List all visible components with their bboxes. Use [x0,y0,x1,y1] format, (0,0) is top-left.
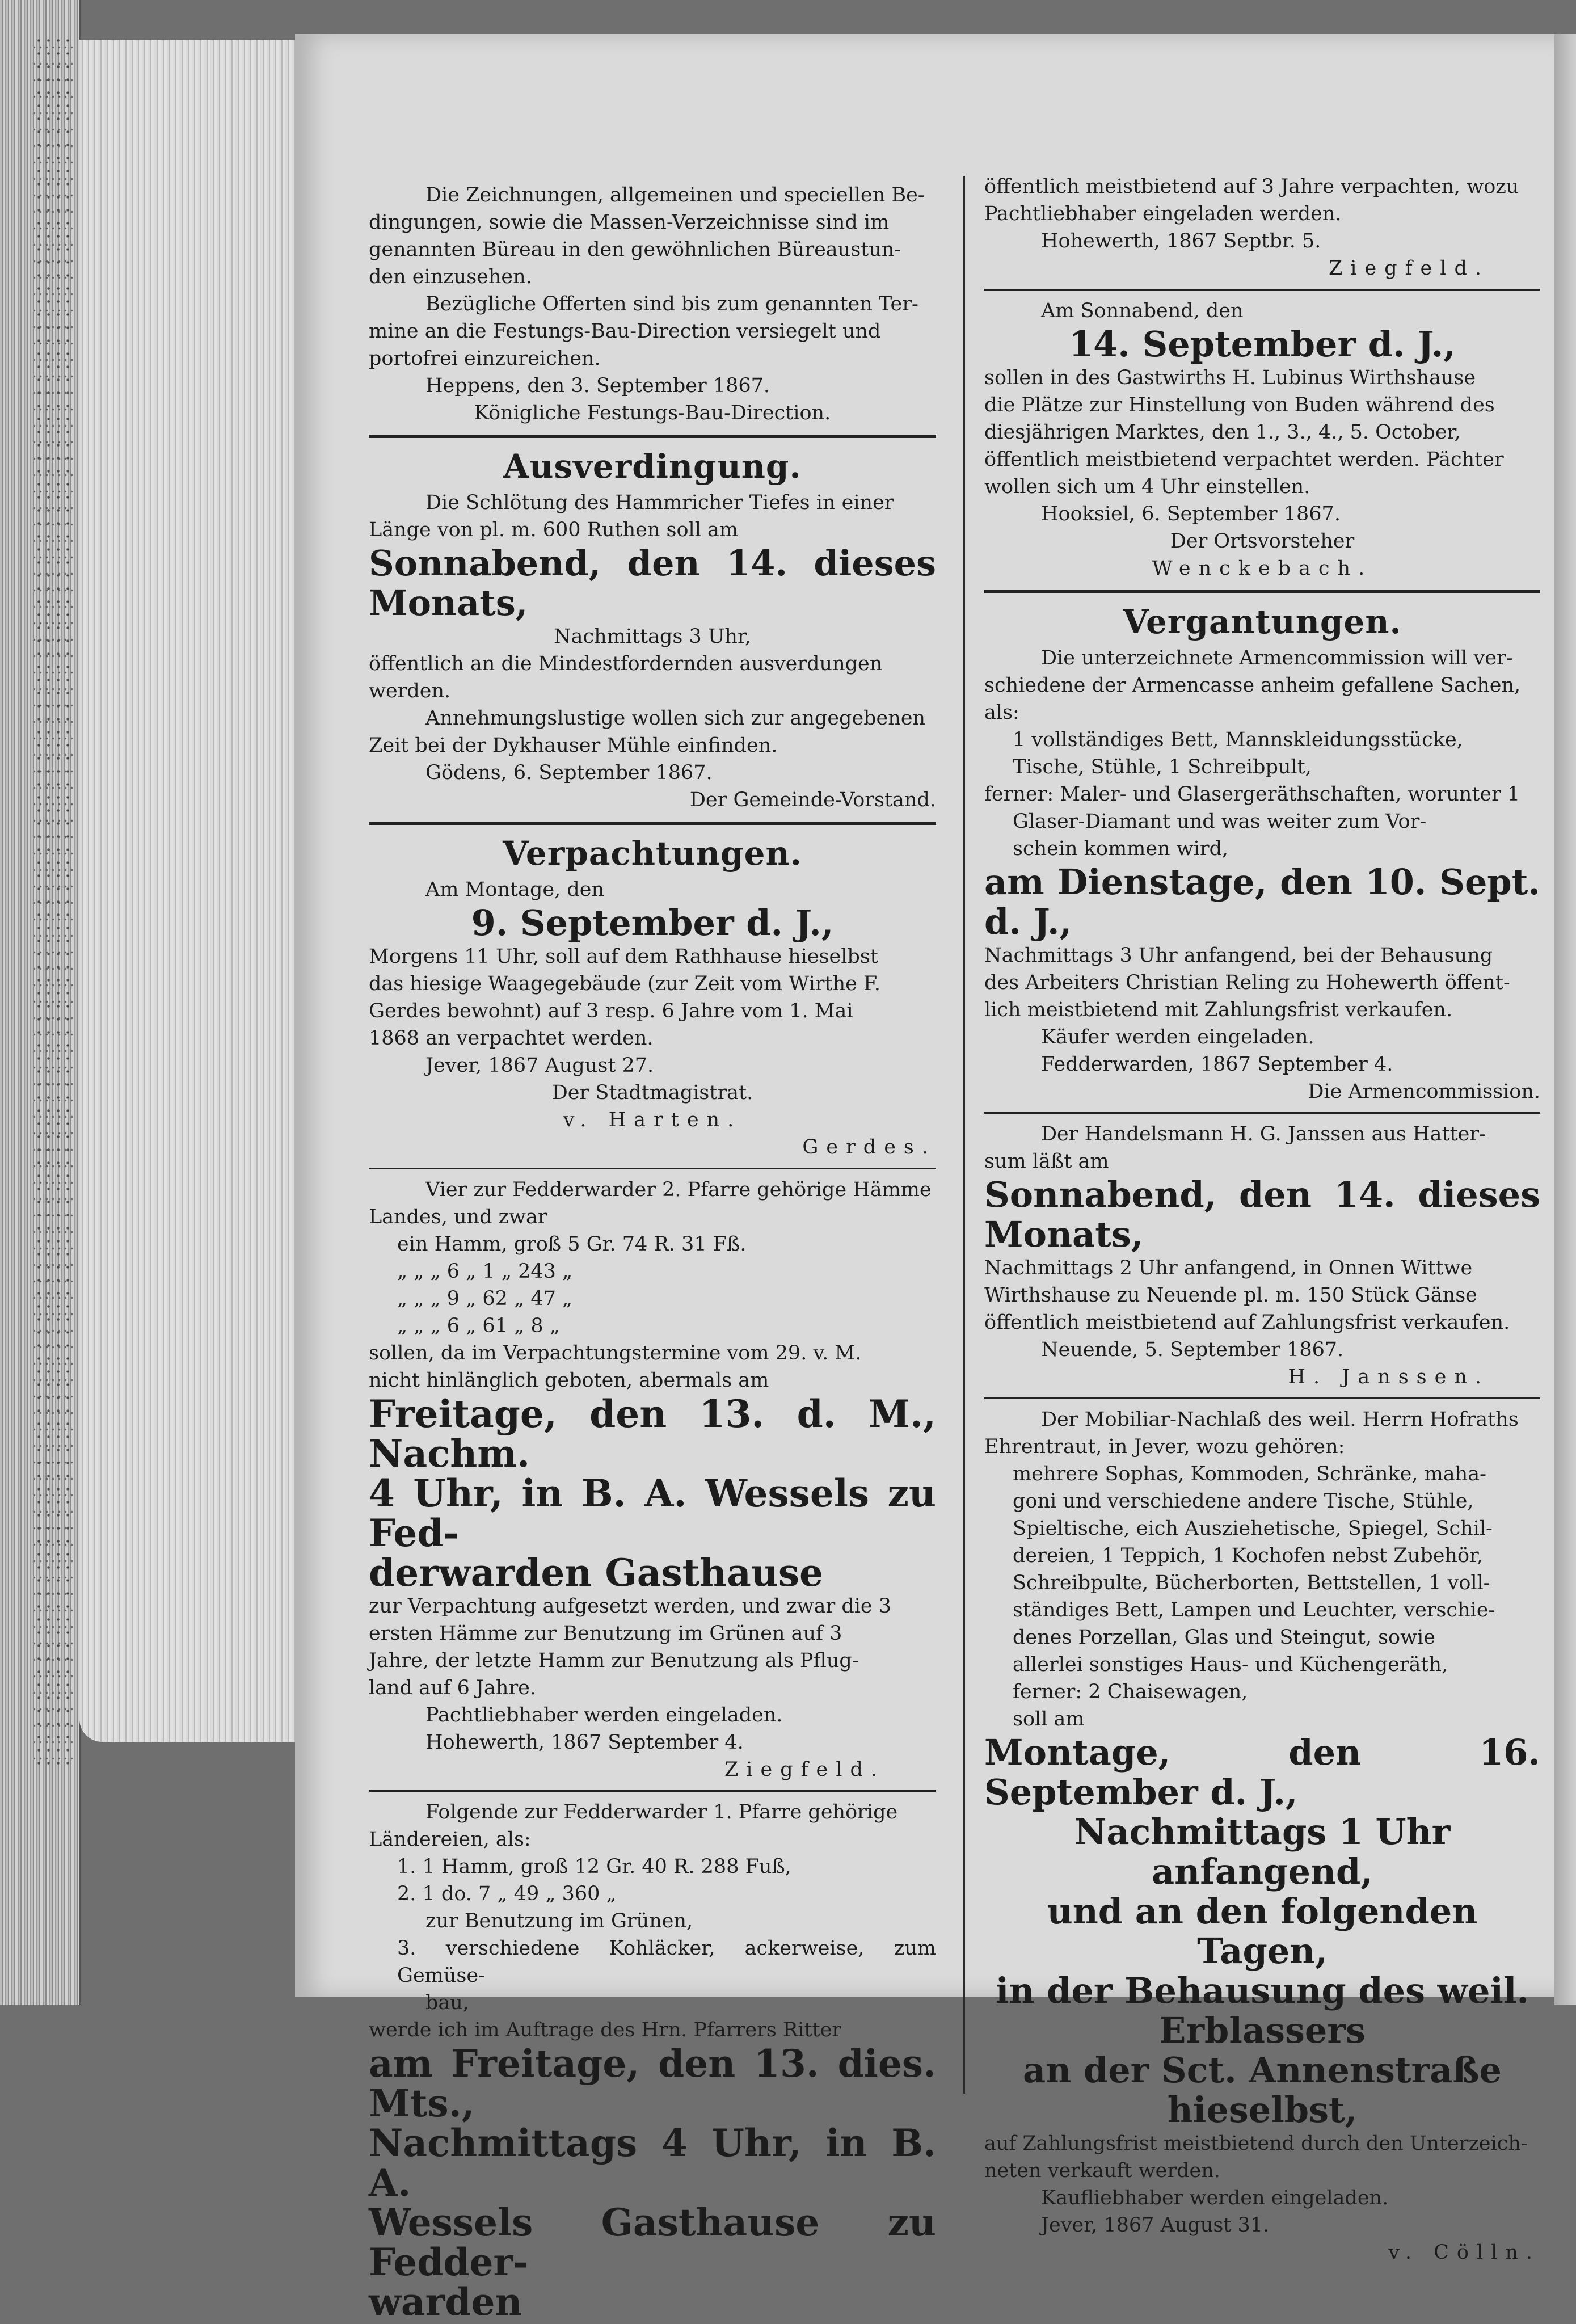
text-line: genannten Büreau in den gewöhnlichen Büreaustun- [369,238,901,261]
place-date: Fedderwarden, 1867 September 4. [1041,1053,1393,1076]
date-headline: warden [369,2280,522,2324]
text-line: öffentlich an die Mindestfordernden ausverdungen [369,652,883,675]
text-line: dingungen, sowie die Massen-Verzeichnisse sind im [369,211,890,234]
text-line: Die unterzeichnete Armencommission will ver- [1041,647,1513,670]
section-rule [369,1168,936,1169]
notice-vergantungen [984,601,1540,1105]
text-line: Ländereien, als: [369,1828,531,1851]
list-item: Tische, Stühle, 1 Schreibpult, [1013,756,1312,778]
text-line: Die Schlötung des Hammricher Tiefes in einer [425,491,894,514]
section-heading: Verpachtungen. [503,834,802,873]
text-line: öffentlich meistbietend auf Zahlungsfrist verkaufen. [984,1311,1510,1334]
signature: Gerdes. [802,1136,936,1159]
notice-gaense [984,1121,1540,1391]
text-line: Wirthshause zu Neuende pl. m. 150 Stück Gänse [984,1284,1477,1307]
notice-verpachtungen [369,833,936,1161]
text-line: diesjährigen Marktes, den 1., 3., 4., 5. October, [984,421,1461,444]
text-line: den einzusehen. [369,266,532,288]
list-item: mehrere Sophas, Kommoden, Schränke, maha- [1013,1463,1486,1485]
text-line: Landes, und zwar [369,1206,547,1228]
signature: v. Harten. [563,1109,742,1131]
list-item: dereien, 1 Teppich, 1 Kochofen nebst Zubehör, [1013,1544,1484,1567]
section-rule [984,1112,1540,1114]
notice-markt-buden [984,297,1540,582]
text-line: lich meistbietend mit Zahlungsfrist verkaufen. [984,999,1453,1021]
list-item: ferner: Maler- und Glasergeräthschaften, worunter 1 [984,783,1520,806]
text-line: als: [984,701,1019,724]
text-line: Ehrentraut, in Jever, wozu gehören: [984,1435,1345,1458]
text-line: zur Verpachtung aufgesetzt werden, und zwar die 3 [369,1595,892,1618]
place-date: Neuende, 5. September 1867. [1041,1338,1344,1361]
text-line: nicht hinlänglich geboten, abermals am [369,1369,769,1392]
text-line: ersten Hämme zur Benutzung im Grünen auf 3 [369,1622,842,1645]
list-item: „ „ „ 6 „ 1 „ 243 „ [397,1260,573,1283]
section-rule [984,590,1540,593]
text-line: 1868 an verpachtet werden. [369,1027,654,1050]
date-headline: 14. September d. J., [1069,323,1456,365]
text-line: Nachmittags 2 Uhr anfangend, in Onnen Wittwe [984,1257,1473,1279]
text-line: sollen in des Gastwirths H. Lubinus Wirthshause [984,367,1476,389]
page-stack [79,40,295,1742]
text-line: Annehmungslustige wollen sich zur angegebenen [425,707,926,730]
notice-mobiliar-nachlass [984,1406,1540,2266]
list-item: 1. 1 Hamm, groß 12 Gr. 40 R. 288 Fuß, [397,1855,791,1878]
text-line: Nachmittags 3 Uhr anfangend, bei der Behausung [984,944,1493,967]
text-line: Zeit bei der Dykhauser Mühle einfinden. [369,734,778,757]
text-line: auf Zahlungsfrist meistbietend durch den Unterzeich- [984,2132,1528,2155]
place-date: Gödens, 6. September 1867. [425,761,713,784]
list-item: „ „ „ 6 „ 61 „ 8 „ [397,1315,560,1337]
text-line: Bezügliche Offerten sind bis zum genannten Ter- [425,293,918,315]
list-item: ein Hamm, groß 5 Gr. 74 R. 31 Fß. [397,1233,747,1256]
signature: Die Armencommission. [1308,1080,1540,1103]
date-headline: am Freitage, den 13. dies. Mts., [369,2041,936,2125]
date-headline: 4 Uhr, in B. A. Wessels zu Fed- [369,1471,936,1555]
place-date: Hooksiel, 6. September 1867. [1041,503,1341,525]
section-heading: Vergantungen. [1123,603,1402,641]
list-item: Glaser-Diamant und was weiter zum Vor- [1013,810,1427,833]
date-headline: und an den folgenden Tagen, [1047,1891,1478,1972]
text-line: ferner: 2 Chaisewagen, [1013,1681,1248,1703]
list-item: schein kommen wird, [1013,837,1229,860]
date-headline: in der Behausung des weil. Erblassers [995,1970,1529,2051]
signature: Der Gemeinde-Vorstand. [689,789,936,811]
place-date: Hohewerth, 1867 Septbr. 5. [1041,230,1321,252]
text-line: Pachtliebhaber werden eingeladen. [425,1704,783,1727]
date-headline: an der Sct. Annenstraße hieselbst, [1023,2049,1502,2131]
list-item: 3. verschiedene Kohläcker, ackerweise, zum Gemüse- [397,1937,936,1987]
list-item: goni und verschiedene andere Tische, Stühle, [1013,1490,1474,1513]
text-line: Morgens 11 Uhr, soll auf dem Rathhause hieselbst [369,945,878,968]
text-line: land auf 6 Jahre. [369,1677,537,1699]
text-line: Kaufliebhaber werden eingeladen. [1041,2187,1389,2209]
signature: Ziegfeld. [724,1758,885,1781]
list-item: „ „ „ 9 „ 62 „ 47 „ [397,1287,573,1310]
list-item: 1 vollständiges Bett, Mannskleidungsstücke, [1013,729,1463,751]
notice-haemme [369,1176,936,1783]
notice-festungs-bau [369,182,936,427]
date-headline: Sonnabend, den 14. dieses Monats, [984,1174,1540,1255]
notice-ausverdingung [369,446,936,814]
signature: v. Cölln. [1388,2241,1540,2264]
list-item: ständiges Bett, Lampen und Leuchter, verschie- [1013,1599,1495,1622]
list-item: Schreibpulte, Bücherborten, Bettstellen, 1 voll- [1013,1572,1490,1594]
section-rule [984,289,1540,290]
date-headline: Nachmittags 1 Uhr anfangend, [1074,1811,1451,1892]
text-line: des Arbeiters Christian Reling zu Hohewerth öffent- [984,971,1510,994]
signature: Ziegfeld. [1328,257,1489,280]
place-date: Jever, 1867 August 27. [425,1054,654,1077]
text-line: Der Handelsmann H. G. Janssen aus Hatter- [1041,1123,1486,1146]
section-rule [369,822,936,825]
date-headline: Freitage, den 13. d. M., Nachm. [369,1392,936,1476]
page-right-edge [1554,34,1576,2005]
signature: Königliche Festungs-Bau-Direction. [474,402,831,424]
text-line: soll am [1013,1708,1085,1731]
notice-laendereien [369,1799,936,2322]
section-heading: Ausverdingung. [503,447,802,486]
place-date: Jever, 1867 August 31. [1041,2214,1270,2237]
notice-continued [984,173,1540,282]
list-item: Spieltische, eich Ausziehetische, Spiegel, Schil- [1013,1517,1493,1540]
text-line: öffentlich meistbietend verpachtet werden. Pächter [984,448,1504,471]
list-item: denes Porzellan, Glas und Steingut, sowie [1013,1626,1435,1649]
section-rule [369,1790,936,1792]
list-item: allerlei sonstiges Haus- und Küchengeräth, [1013,1653,1448,1676]
text-line: werden. [369,680,451,702]
date-headline: 9. September d. J., [471,902,834,944]
text-line: Pachtliebhaber eingeladen werden. [984,203,1342,225]
text-line: wollen sich um 4 Uhr einstellen. [984,475,1310,498]
text-line: Folgende zur Fedderwarder 1. Pfarre gehörige [425,1801,898,1824]
text-line: Am Montage, den [425,878,604,901]
section-rule [984,1397,1540,1399]
text-line: Nachmittags 3 Uhr, [554,625,751,648]
text-line: Länge von pl. m. 600 Ruthen soll am [369,519,739,541]
text-line: portofrei einzureichen. [369,347,601,370]
text-line: öffentlich meistbietend auf 3 Jahre verpachten, wozu [984,175,1519,198]
text-line: mine an die Festungs-Bau-Direction versiegelt und [369,320,881,343]
date-headline: Nachmittags 4 Uhr, in B. A. [369,2121,936,2205]
place-date: Hohewerth, 1867 September 4. [425,1731,744,1754]
date-headline: derwarden Gasthause [369,1551,824,1595]
text-line: Am Sonnabend, den [1041,300,1244,322]
section-rule [369,435,936,438]
text-line: Gerdes bewohnt) auf 3 resp. 6 Jahre vom 1. Mai [369,1000,853,1022]
text-line: Der Mobiliar-Nachlaß des weil. Herrn Hofraths [1041,1408,1519,1431]
signature: Wenckebach. [1152,557,1373,580]
date-headline: Montage, den 16. September d. J., [984,1732,1540,1813]
text-line: das hiesige Waagegebäude (zur Zeit vom Wirthe F. [369,972,880,995]
text-line: schiedene der Armencasse anheim gefallene Sachen, [984,674,1521,697]
text-line: Jahre, der letzte Hamm zur Benutzung als Pflug- [369,1649,859,1672]
speckled-edge-pattern [34,34,74,1765]
list-item: 2. 1 do. 7 „ 49 „ 360 „ [397,1883,617,1905]
signature: H. Janssen. [1288,1366,1489,1388]
date-headline: am Dienstage, den 10. Sept. d. J., [984,861,1540,942]
signature: Der Ortsvorsteher [1170,530,1355,553]
list-item: zur Benutzung im Grünen, [425,1910,693,1933]
signature: Der Stadtmagistrat. [551,1081,753,1104]
text-line: Die Zeichnungen, allgemeinen und speciellen Be- [425,184,925,207]
list-item: bau, [425,1992,469,2014]
column-divider [963,176,965,2094]
text-line: werde ich im Auftrage des Hrn. Pfarrers Ritter [369,2019,842,2041]
place-date: Heppens, den 3. September 1867. [425,374,770,397]
right-column [984,173,1540,2266]
text-line: Käufer werden eingeladen. [1041,1026,1314,1049]
text-line: sollen, da im Verpachtungstermine vom 29. v. M. [369,1342,862,1365]
text-line: die Plätze zur Hinstellung von Buden während des [984,394,1495,416]
left-column [369,182,936,2322]
text-line: Vier zur Fedderwarder 2. Pfarre gehörige Hämme [425,1178,932,1201]
date-headline: Wessels Gasthause zu Fedder- [369,2200,936,2284]
text-line: neten verkauft werden. [984,2159,1220,2182]
date-headline: Sonnabend, den 14. dieses Monats, [369,542,936,624]
text-line: sum läßt am [984,1150,1109,1173]
